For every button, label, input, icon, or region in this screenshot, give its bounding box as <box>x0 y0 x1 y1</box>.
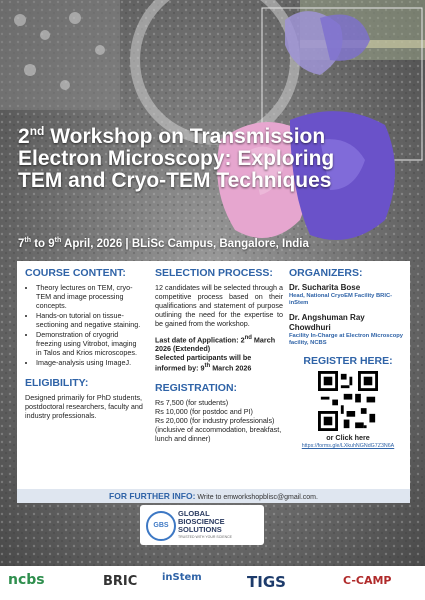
sponsor-logo <box>140 505 264 545</box>
organizer-role: Head, National CryoEM Facility BRIC-inStem <box>289 293 393 306</box>
register-link[interactable]: https://forms.gle/LXkuhNGNdG7Z3N6A <box>301 443 395 449</box>
fee-item: Rs 7,500 (for students) <box>155 397 229 407</box>
fee-item: (inclusive of accommodation, breakfast, lunch and dinner) <box>155 424 282 443</box>
sponsor-tagline: TRUSTED WITH YOUR SCIENCE <box>178 535 232 539</box>
organizer-name: Dr. Angshuman Ray Chowdhuri <box>289 313 365 332</box>
list-item: • Demonstration of cryogrid freezing using Vitrobot, imaging in Talos and Krios microscopes. <box>36 330 143 357</box>
workshop-title: 2nd Workshop on Transmission Electron Microscopy: Exploring TEM and Cryo-TEM Techniques <box>18 124 335 192</box>
list-item: • Theory lectures on TEM, cryo-TEM and image processing concepts. <box>36 283 143 310</box>
organizers-heading: ORGANIZERS: <box>289 267 363 279</box>
gbs-badge-icon: GBS <box>146 511 176 541</box>
bric-logo: BRIC <box>103 574 138 589</box>
registration-heading: REGISTRATION: <box>155 381 238 394</box>
selection-text: 12 candidates will be selected through a competitive process based on their qualifications and statement of purpose outlining the need for the expertise to be gained from the workshop. <box>155 283 283 328</box>
workshop-dates: 7th to 9th April, 2026 | BLiSc Campus, Bangalore, India <box>18 237 309 250</box>
partner-logos <box>0 566 425 600</box>
tigs-logo: TIGS <box>247 573 286 591</box>
eligibility-heading: ELIGIBILITY: <box>25 377 89 389</box>
register-heading: REGISTER HERE: <box>303 355 393 367</box>
organizers-column <box>289 267 407 451</box>
fee-item: Rs 10,000 (for postdoc and PI) <box>155 406 253 416</box>
organizer-role: Facility In-Charge at Electron Microscopy facility, NCBS <box>289 333 404 346</box>
ncbs-logo: ncbs <box>8 572 45 588</box>
course-column <box>25 267 143 420</box>
click-here-label: or Click here <box>326 433 370 442</box>
course-list <box>25 283 143 367</box>
course-heading: COURSE CONTENT: <box>25 267 126 279</box>
selection-column <box>155 267 283 443</box>
further-info-bar <box>17 489 410 503</box>
eligibility-text: Designed primarily for PhD students, postdoctoral researchers, faculty and industry professionals. <box>25 393 143 420</box>
qr-code-icon[interactable] <box>318 371 378 431</box>
list-item: • Image-analysis using ImageJ. <box>36 358 143 367</box>
deadline-text: Last date of Application: 2nd March 2026 (Extended) Selected participants will be informed by: 9th March 2026 <box>155 335 276 373</box>
selection-heading: SELECTION PROCESS: <box>155 267 273 279</box>
info-label: FOR FURTHER INFO: <box>109 491 196 501</box>
info-text: Write to emworkshopblisc@gmail.com. <box>197 494 318 501</box>
fee-item: Rs 20,000 (for industry professionals) <box>155 415 275 425</box>
sponsor-name: GLOBAL BIOSCIENCE SOLUTIONS <box>178 509 225 534</box>
ccamp-logo: C-CAMP <box>343 574 392 587</box>
details-panel <box>17 261 410 489</box>
organizer-name: Dr. Sucharita Bose <box>289 283 361 292</box>
list-item: • Hands-on tutorial on tissue-sectioning and negative staining. <box>36 311 143 329</box>
instem-logo: inStem <box>162 572 202 583</box>
